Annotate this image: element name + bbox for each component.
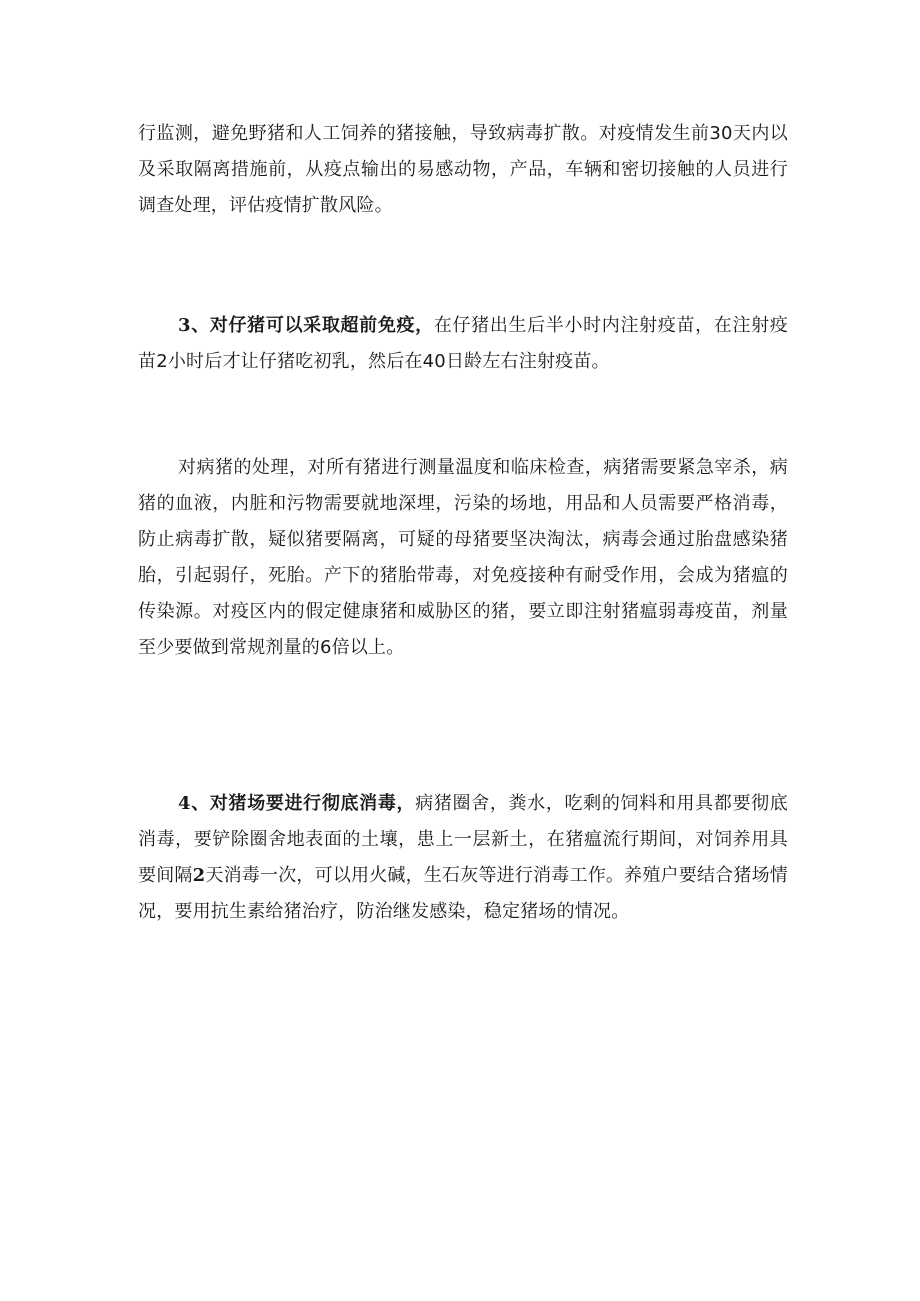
paragraph-text: 行监测，避免野猪和人工饲养的猪接触，导致病毒扩散。对疫情发生前30天内以及采取隔离措施前，从疫点输出的易感动物，产品，车辆和密切接触的人员进行调查处理，评估疫情扩散风险。 bbox=[138, 123, 788, 216]
paragraph-text: 对病猪的处理，对所有猪进行测量温度和临床检查，病猪需要紧急宰杀，病猪的血液，内脏和污物需要就地深埋，污染的场地，用品和人员需要严格消毒，防止病毒扩散，疑似猪要隔离，可疑的母猪要坚决淘汰，病毒会通过胎盘感染猪胎，引起弱仔，死胎。产下的猪胎带毒，对免疫接种有耐受作用，会成为猪瘟的传染源。对疫区内的假定健康猪和威胁区的猪，要立即注射猪瘟弱毒疫苗，剂量至少要做到常规剂量的6倍以上。 bbox=[138, 457, 788, 658]
paragraph-monitoring bbox=[138, 116, 788, 224]
paragraph-text: 天消毒一次，可以用火碱，生石灰等进行消毒工作。养殖户要结合猪场情况，要用抗生素给猪治疗，防治继发感染，稳定猪场的情况。 bbox=[138, 865, 788, 922]
inline-number: 2 bbox=[192, 865, 206, 886]
paragraph-disinfection bbox=[138, 786, 788, 930]
paragraph-text: 在仔猪出生后半小时内注射疫苗，在注射疫苗2小时后才让仔猪吃初乳，然后在40日龄左右注射疫苗。 bbox=[138, 315, 788, 372]
paragraph-piglet-immunization bbox=[138, 308, 788, 380]
paragraph-text: 病猪圈舍，粪水，吃剩的饲料和用具都要彻底消毒，要铲除圈舍地表面的土壤，患上一层新土，在猪瘟流行期间，对饲养用具要间隔 bbox=[138, 793, 788, 886]
section-heading: 对仔猪可以采取超前免疫， bbox=[209, 315, 434, 336]
section-heading: 对猪场要进行彻底消毒， bbox=[209, 793, 416, 814]
section-number: 4、 bbox=[178, 793, 210, 814]
paragraph-sick-pig-handling bbox=[138, 450, 788, 666]
section-number: 3、 bbox=[178, 315, 210, 336]
